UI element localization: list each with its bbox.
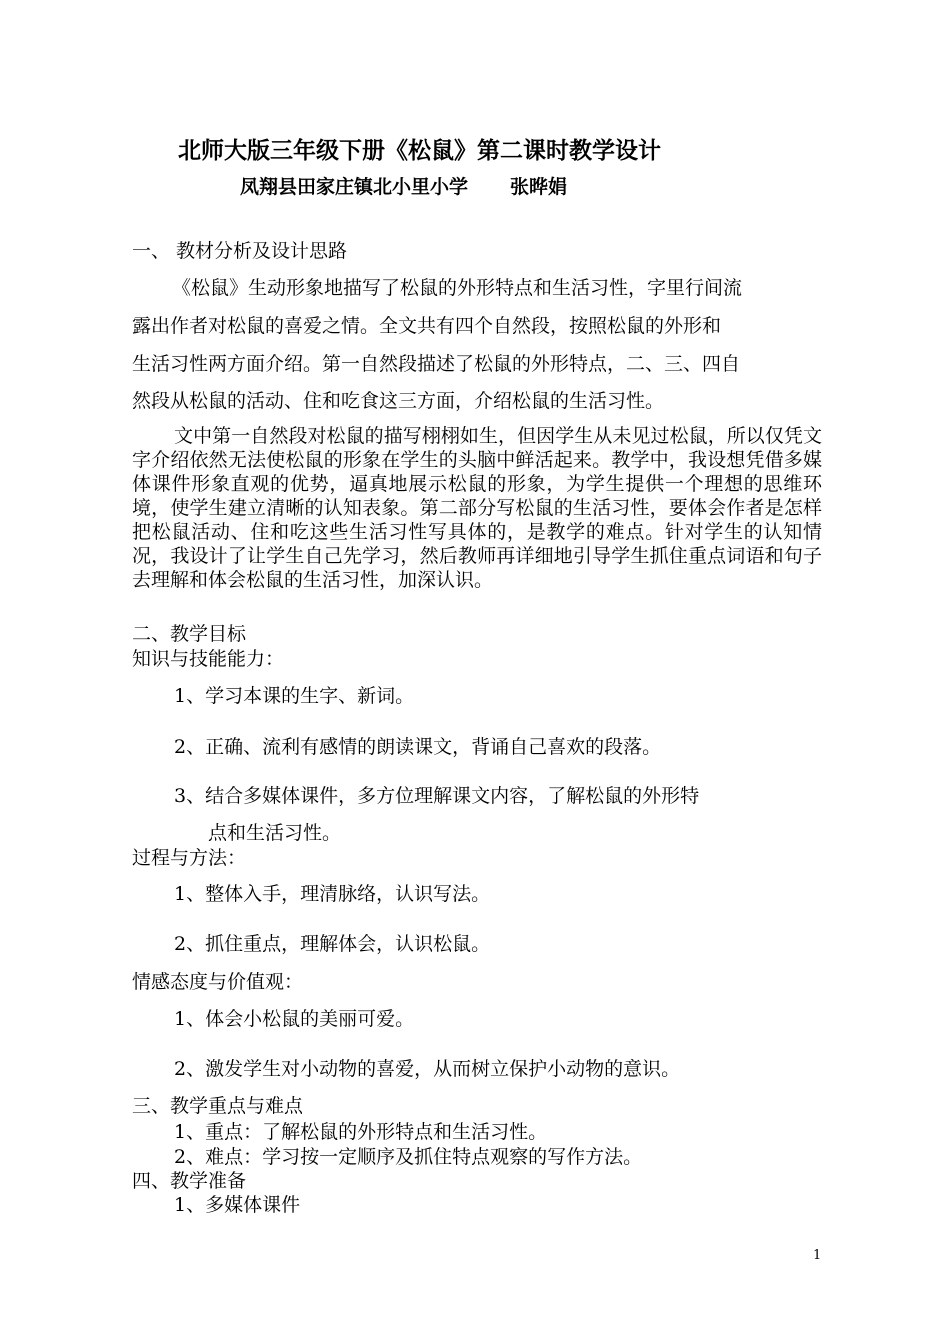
section-heading-3: 三、教学重点与难点 [132, 1095, 304, 1117]
para1-line-2: 露出作者对松鼠的喜爱之情。全文共有四个自然段，按照松鼠的外形和 [132, 315, 722, 337]
knowledge-item: 2、正确、流利有感情的朗读课文，背诵自己喜欢的段落。 [174, 736, 662, 758]
paragraph-2 [132, 424, 822, 592]
emotion-heading: 情感态度与价值观： [132, 971, 304, 993]
school-name: 凤翔县田家庄镇北小里小学 [240, 176, 469, 198]
focus-item: 1、重点：了解松鼠的外形特点和生活习性。 [174, 1121, 548, 1143]
process-item: 1、整体入手，理清脉络，认识写法。 [174, 883, 491, 905]
knowledge-item: 3、结合多媒体课件，多方位理解课文内容，了解松鼠的外形特 [174, 785, 700, 807]
para1-line-4: 然段从松鼠的活动、住和吃食这三方面，介绍松鼠的生活习性。 [132, 390, 665, 412]
author-line [240, 175, 567, 199]
knowledge-item-cont: 点和生活习性。 [208, 822, 342, 844]
focus-item: 2、难点：学习按一定顺序及抓住特点观察的写作方法。 [174, 1146, 643, 1168]
para1-line-3: 生活习性两方面介绍。第一自然段描述了松鼠的外形特点，二、三、四自 [132, 353, 741, 375]
section-heading-1: 一、 教材分析及设计思路 [132, 240, 348, 262]
process-item: 2、抓住重点，理解体会，认识松鼠。 [174, 933, 491, 955]
para1-line-1: 《松鼠》生动形象地描写了松鼠的外形特点和生活习性，字里行间流 [172, 277, 743, 299]
knowledge-heading: 知识与技能能力： [132, 648, 285, 670]
knowledge-item: 1、学习本课的生字、新词。 [174, 685, 415, 707]
process-heading: 过程与方法： [132, 847, 247, 869]
author-name: 张晔娟 [510, 176, 568, 198]
emotion-item: 1、体会小松鼠的美丽可爱。 [174, 1008, 415, 1030]
document-title: 北师大版三年级下册《松鼠》第二课时教学设计 [178, 137, 661, 164]
page-number: 1 [813, 1248, 822, 1263]
paragraph-2-text: 文中第一自然段对松鼠的描写栩栩如生，但因学生从未见过松鼠，所以仅凭文字介绍依然无法使松鼠的形象在学生的头脑中鲜活起来。教学中，我设想凭借多媒体课件形象直观的优势，逼真地展示松鼠的形象，为学生提供一个理想的思维环境，使学生建立清晰的认知表象。第二部分写松鼠的生活习性，要体会作者是怎样把松鼠活动、住和吃这些生活习性写具体的，是教学的难点。针对学生的认知情况，我设计了让学生自己先学习，然后教师再详细地引导学生抓住重点词语和句子去理解和体会松鼠的生活习性，加深认识。 [132, 425, 822, 591]
prep-item: 1、多媒体课件 [174, 1194, 301, 1216]
emotion-item: 2、激发学生对小动物的喜爱，从而树立保护小动物的意识。 [174, 1058, 681, 1080]
section-heading-4: 四、教学准备 [132, 1170, 247, 1192]
section-heading-2: 二、教学目标 [132, 623, 247, 645]
